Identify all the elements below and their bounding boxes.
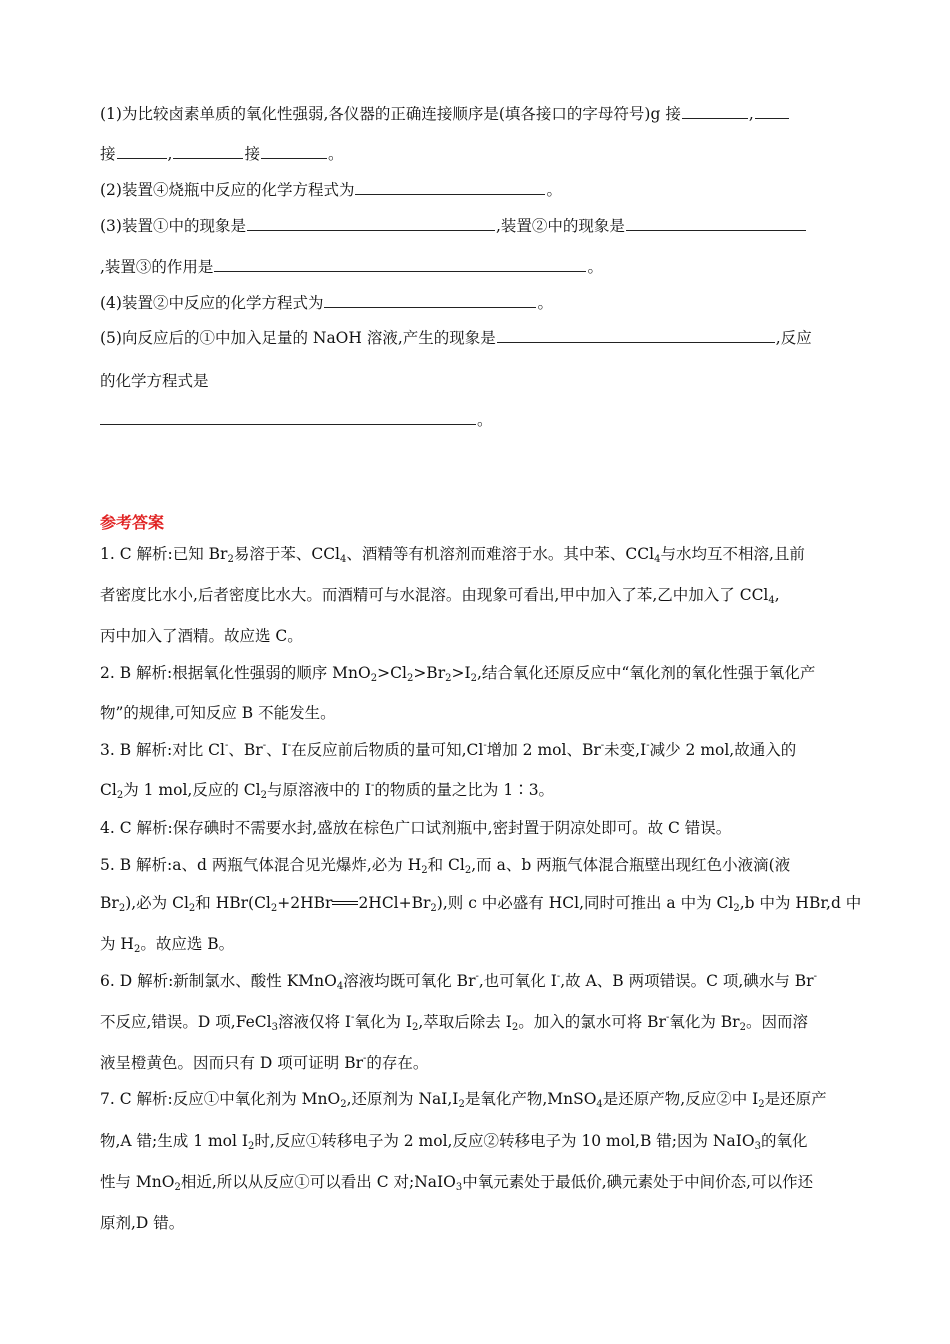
answer-7-line-1: 7. C 解析:反应①中氧化剂为 MnO$_2$,还原剂为 $NaI,I_2$是氧化产物,MnSO$_4$是还原产物,反应②中 $I_2$是还原产 (100, 1090, 827, 1110)
answer-blank[interactable] (626, 216, 806, 231)
question-1-line-2: 接 , 接 。 (100, 145, 344, 163)
answer-3-line-2: $Cl_2$为 1 mol,反应的 $Cl_2$与原溶液中的 I-的物质的量之比为 1∶3。 (100, 780, 555, 801)
answer-blank[interactable] (755, 104, 789, 119)
answer-blank[interactable] (117, 144, 167, 159)
answer-6-line-2: 不反应,错误。D 项,FeCl$_3$溶液仅将 I-氧化为 $I_2$,萃取后除去 $I_2$。加入的氯水可将 Br-氧化为 $Br_2$。因而溶 (100, 1012, 808, 1033)
answer-2-line-2: 物”的规律,可知反应 B 不能发生。 (100, 704, 336, 722)
answer-5-line-2: $Br_2$),必为 $Cl_2$和 $HBr(Cl_2+2HBr$ $2HCl+Br_2$),则 c 中必盛有 HCl,同时可推出 a 中为 $Cl_2,b$ 中为 HBr,d 中 (100, 894, 862, 914)
answer-1-line-2: 者密度比水小,后者密度比水大。而酒精可与水混溶。由现象可看出,甲中加入了苯,乙中加入了 CCl$_4$, (100, 586, 780, 606)
answer-2-line-1: 2. B 解析:根据氧化性强弱的顺序 $MnO_2>Cl_2>Br_2>I_2$,结合氧化还原反应中“氧化剂的氧化性强于氧化产 (100, 664, 816, 684)
answer-1-line-1: 1. C 解析:已知 $Br_2$易溶于苯、CCl$_4$、酒精等有机溶剂而难溶于水。其中苯、CCl$_4$与水均互不相溶,且前 (100, 545, 805, 565)
answer-7-line-3: 性与 MnO$_2$相近,所以从反应①可以看出 C 对;NaIO$_3$中氧元素处于最低价,碘元素处于中间价态,可以作还 (100, 1173, 814, 1193)
answer-6-line-3: 液呈橙黄色。因而只有 D 项可证明 Br-的存在。 (100, 1053, 429, 1072)
question-5-line-3: 。 (100, 410, 493, 430)
answer-1-line-3: 丙中加入了酒精。故应选 C。 (100, 627, 303, 645)
answers-heading: 参考答案 (100, 513, 165, 532)
question-2: (2)装置④烧瓶中反应的化学方程式为 。 (100, 181, 562, 199)
question-1-line-1: (1)为比较卤素单质的氧化性强弱,各仪器的正确连接顺序是(填各接口的字母符号)g 接 , (100, 104, 790, 124)
answer-5-line-3: 为 $H_2$。故应选 B。 (100, 935, 235, 955)
answer-4: 4. C 解析:保存碘时不需要水封,盛放在棕色广口试剂瓶中,密封置于阴凉处即可。故 C 错误。 (100, 819, 732, 837)
answer-blank[interactable] (247, 216, 495, 231)
answer-blank[interactable] (497, 328, 775, 343)
answer-blank[interactable] (214, 257, 586, 272)
answer-blank[interactable] (261, 144, 327, 159)
answer-5-line-1: 5. B 解析:a、d 两瓶气体混合见光爆炸,必为 $H_2$和 $Cl_2$,而 a、b 两瓶气体混合瓶壁出现红色小液滴(液 (100, 856, 791, 876)
answer-blank[interactable] (100, 410, 476, 425)
answer-7-line-2: 物,A 错;生成 1 mol $I_2$时,反应①转移电子为 2 mol,反应②转移电子为 10 mol,B 错;因为 NaIO$_3$的氧化 (100, 1132, 808, 1152)
answer-3-line-1: 3. B 解析:对比 Cl-、Br-、I-在反应前后物质的量可知,Cl-增加 2 mol、Br-未变,I-减少 2 mol,故通入的 (100, 740, 797, 759)
answer-blank[interactable] (173, 144, 243, 159)
question-3-line-2: ,装置③的作用是 。 (100, 258, 603, 276)
answer-6-line-1: 6. D 解析:新制氯水、酸性 KMnO$_4$溶液均既可氧化 Br-,也可氧化 I-,故 A、B 两项错误。C 项,碘水与 Br- (100, 971, 817, 992)
question-4: (4)装置②中反应的化学方程式为 。 (100, 294, 553, 312)
answer-blank[interactable] (324, 293, 536, 308)
answer-blank[interactable] (355, 180, 545, 195)
answer-7-line-4: 原剂,D 错。 (100, 1214, 185, 1232)
question-3-line-1: (3)装置①中的现象是 ,装置②中的现象是 (100, 216, 807, 236)
question-5-line-2: 的化学方程式是 (100, 372, 209, 390)
equation-arrow (332, 899, 358, 909)
answer-blank[interactable] (682, 104, 748, 119)
question-5-line-1: (5)向反应后的①中加入足量的 NaOH 溶液,产生的现象是 ,反应 (100, 329, 812, 347)
